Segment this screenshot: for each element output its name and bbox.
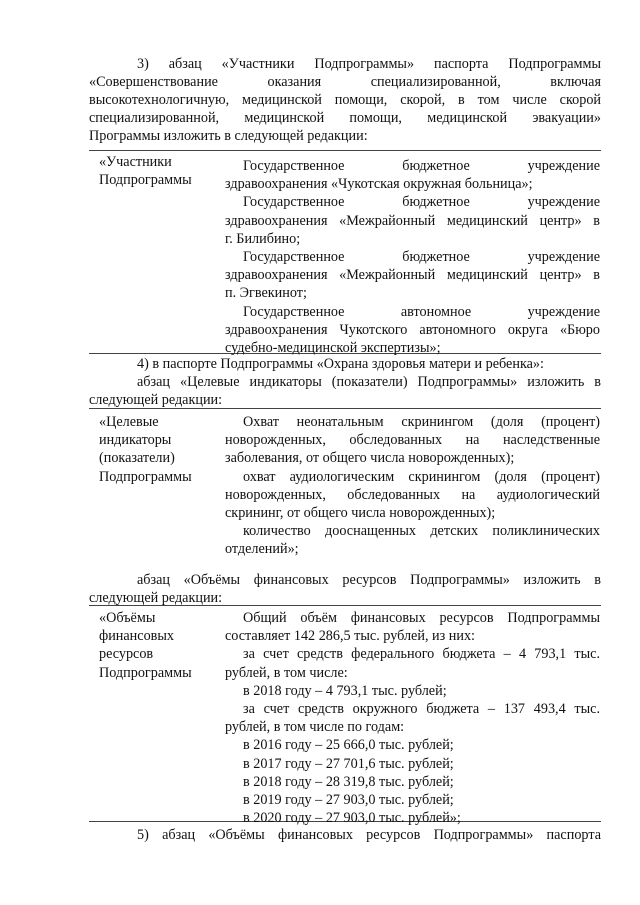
- district-year-2020: в 2020 году – 27 903,0 тыс. рублей»;: [243, 810, 461, 827]
- indicators-label-line-4: Подпрограммы: [99, 468, 192, 485]
- item4-line-1: 4) в паспорте Подпрограммы «Охрана здоровья матери и ребенка»:: [137, 356, 544, 372]
- volumes-federal-years: в 2018 году – 4 793,1 тыс. рублей;: [243, 682, 447, 699]
- district-year-2018: в 2018 году – 28 319,8 тыс. рублей;: [243, 773, 454, 790]
- indicators-label-line-2: индикаторы: [99, 432, 172, 449]
- item4-line-2: абзац «Целевые индикаторы (показатели) Подпрограммы» изложить в: [137, 374, 601, 390]
- item3-line-1: 3) абзац «Участники Подпрограммы» паспорта Подпрограммы: [137, 56, 601, 72]
- participant-entry-3: Государственное бюджетное учреждение здравоохранения «Межрайонный медицинский центр» в п. Эгвекинот;: [225, 249, 600, 302]
- indicators-label-line-1: «Целевые: [99, 414, 159, 430]
- participants-label-line-2: Подпрограммы: [99, 172, 192, 189]
- volumes-federal: за счет средств федерального бюджета – 4 793,1 тыс. рублей, в том числе:: [225, 646, 600, 681]
- participants-list: [225, 157, 600, 357]
- item3-line-2: «Совершенствование оказания специализированной, включая: [89, 74, 601, 90]
- volumes-district-years: [225, 736, 600, 827]
- participant-entry-2: Государственное бюджетное учреждение здравоохранения «Межрайонный медицинский центр» в г. Билибино;: [225, 194, 600, 247]
- indicator-entry-1: Охват неонатальным скринингом (доля (процент) новорожденных, обследованных на наследственные заболевания, от общего числа новорожденных);: [225, 414, 600, 467]
- participants-block: [89, 150, 601, 357]
- volumes-label-line-4: Подпрограммы: [99, 664, 192, 681]
- participant-entry-1: Государственное бюджетное учреждение здравоохранения «Чукотская окружная больница»;: [225, 158, 600, 193]
- item3-line-3: высокотехнологичную, медицинской помощи, скорой, в том числе скорой: [89, 92, 601, 108]
- indicator-entry-2: охват аудиологическим скринингом (доля (процент) новорожденных, обследованных на аудиологический скрининг, от общего числа новорожденных);: [225, 468, 600, 522]
- indicators-list: [225, 413, 600, 559]
- volumes-label-line-1: «Объёмы: [99, 610, 156, 626]
- participants-label: [99, 153, 219, 189]
- indicators-label-line-3: (показатели): [99, 450, 175, 467]
- volumes-label: [99, 609, 219, 682]
- district-year-2016: в 2016 году – 25 666,0 тыс. рублей;: [243, 737, 454, 754]
- volumes-list: [225, 609, 600, 827]
- volumes-block: [89, 605, 601, 827]
- indicator-entry-3: количество дооснащенных детских поликлинических отделений»;: [225, 523, 600, 558]
- district-year-2017: в 2017 году – 27 701,6 тыс. рублей;: [243, 755, 454, 772]
- item3-line-4: специализированной, медицинской помощи, медицинской эвакуации»: [89, 110, 601, 126]
- volumes-intro-line-1: абзац «Объёмы финансовых ресурсов Подпрограммы» изложить в: [137, 572, 601, 588]
- participant-entry-4: Государственное автономное учреждение здравоохранения Чукотского автономного округа «Бюро судебно-медицинской экспертизы»;: [225, 303, 600, 357]
- volumes-label-line-2: финансовых: [99, 628, 174, 645]
- volumes-intro-line-2: следующей редакции:: [89, 590, 223, 606]
- indicators-block: [89, 408, 601, 558]
- item5-line-1: 5) абзац «Объёмы финансовых ресурсов Подпрограммы» паспорта: [137, 827, 601, 843]
- item4-line-3: следующей редакции:: [89, 392, 223, 408]
- volumes-total: Общий объём финансовых ресурсов Подпрограммы составляет 142 286,5 тыс. рублей, из них:: [225, 610, 600, 645]
- district-year-2019: в 2019 году – 27 903,0 тыс. рублей;: [243, 792, 454, 809]
- indicators-label: [99, 413, 219, 486]
- item3-line-5: Программы изложить в следующей редакции:: [89, 128, 368, 144]
- volumes-label-line-3: ресурсов: [99, 646, 154, 663]
- participants-label-line-1: «Участники: [99, 154, 172, 170]
- volumes-district: за счет средств окружного бюджета – 137 493,4 тыс. рублей, в том числе по годам:: [225, 701, 600, 736]
